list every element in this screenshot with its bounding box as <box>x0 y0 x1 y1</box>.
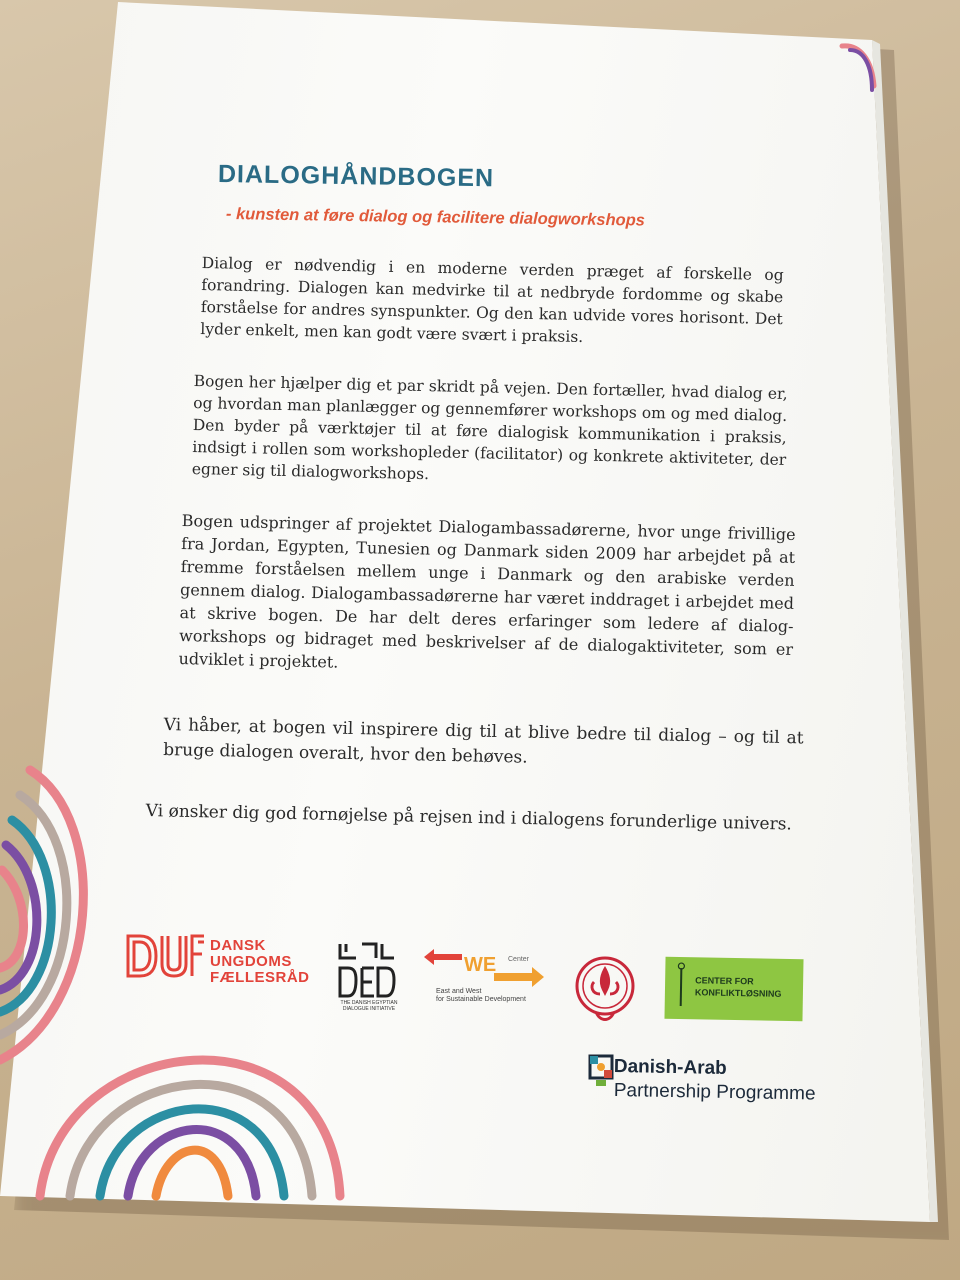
dapp-name: Danish-Arab <box>613 1056 727 1079</box>
book-title: DIALOGHÅNDBOGEN <box>217 160 495 193</box>
we-center-label: Center <box>508 956 530 963</box>
paragraph-4: Vi håber, at bogen vil inspirere dig til at blive bedre til dialog – og til at bruge dialogen overalt, hvor den behøves. <box>163 714 804 768</box>
dedi-logo-icon <box>336 940 398 1000</box>
dapp-logo-icon <box>588 1054 614 1088</box>
cfk-line-1: CENTER FOR <box>695 975 754 987</box>
duf-logo-text <box>210 938 310 986</box>
we-line-1: East and West <box>436 988 482 995</box>
cfk-pin-icon <box>677 962 686 1006</box>
paragraph-3: Bogen udspringer af projektet Dialogambassadørerne, hvor unge frivillige fra Jordan, Egypten, Tunesien og Danmark siden 2009 har arbejdet på at fremme forståelsen mellem unge i Danmark og den arabiske verden gennem dialog. Dialogambassadørerne har været inddraget i arbejdet med at skrive bogen. De har delt deres erfaringer som ledere af dialog- workshops og bidraget med beskrivelser af de dialogaktiviteter, som er udviklet i projektet. <box>178 510 796 672</box>
scout-emblem-icon <box>572 952 638 1028</box>
dapp-subtitle: Partnership Programme <box>613 1080 816 1105</box>
cfk-line-2: KONFLIKTLØSNING <box>694 987 782 999</box>
book-subtitle: - kunsten at føre dialog og facilitere dialogworkshops <box>225 205 646 230</box>
center-for-konfliktlosning-logo <box>664 957 803 1021</box>
duf-logo-icon <box>126 932 206 982</box>
we-mark: WE <box>464 954 497 976</box>
we-line-2: for Sustainable Development <box>436 996 526 1003</box>
dedi-caption: THE DANISH EGYPTIAN DIALOGUE INITIATIVE <box>340 1000 398 1012</box>
duf-line-2: UNGDOMS <box>210 953 292 970</box>
paragraph-2: Bogen her hjælper dig et par skridt på vejen. Den fortæller, hvad dialog er, og hvordan man planlægger og gennemfører workshops om og med dialog. Den byder på værktøjer til at føre dialogisk kommunikation i praksis, indsigt i rollen som workshopleder (facilitator) og konkrete aktiviteter, der egner sig til dialogworkshops. <box>191 371 788 484</box>
paragraph-5: Vi ønsker dig god fornøjelse på rejsen ind i dialogens forunderlige univers. <box>145 800 793 835</box>
duf-line-3: FÆLLESRÅD <box>210 969 310 986</box>
duf-line-1: DANSK <box>210 937 266 954</box>
we-center-logo-icon <box>422 945 548 989</box>
we-caption <box>436 988 526 1004</box>
paragraph-1: Dialog er nødvendig i en moderne verden præget af forskelle og forandring. Dialogen kan medvirke til at nedbryde fordomme og skabe forståelse for andres synspunkter. Og den kan udvide vores horisont. Det lyder enkelt, men kan godt være svært i praksis. <box>200 253 784 346</box>
